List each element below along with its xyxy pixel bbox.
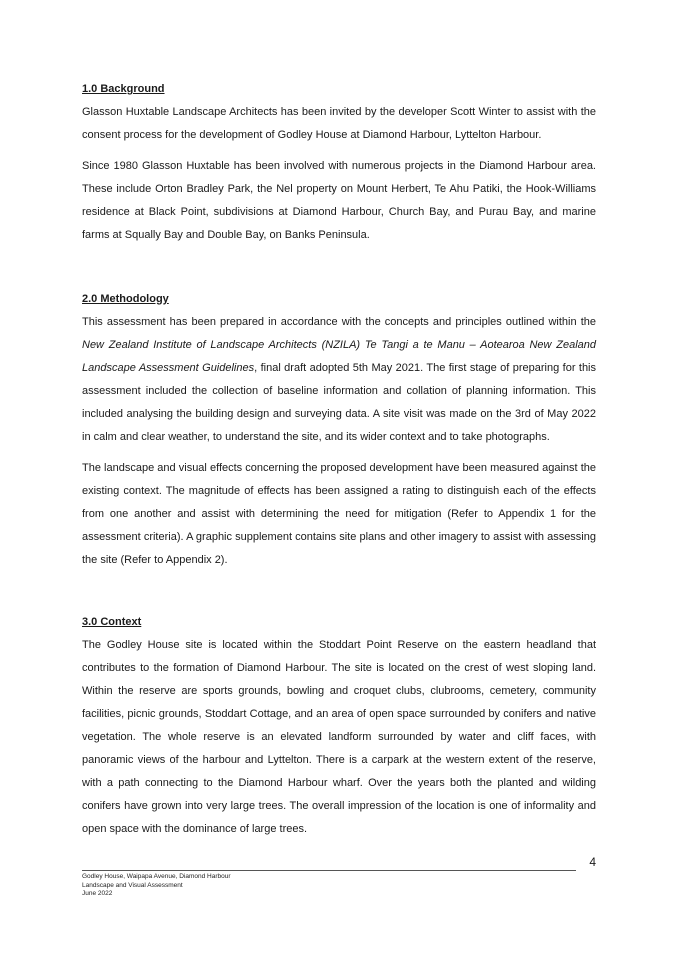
page-footer	[82, 873, 382, 899]
footer-project: Godley House, Waipapa Avenue, Diamond Harbour	[82, 873, 231, 880]
guidelines-title: New Zealand Institute of Landscape Architects (NZILA) Te Tangi a te Manu – Aotearoa New Zealand Landscape Assessment Guidelines	[82, 339, 596, 374]
methodology-section	[82, 288, 596, 572]
context-section	[82, 611, 596, 841]
page-number: 4	[589, 855, 596, 869]
footer-divider	[82, 870, 576, 871]
background-section	[82, 78, 596, 247]
methodology-text-end: , final draft adopted 5th May 2021. The first stage of preparing for this assessment included the collection of baseline information and collation of planning information. This included analysing the building design and surveying data. A site visit was made on the 3rd of May 2022 in calm and clear weather, to understand the site, and its wider context and to take photographs.	[82, 362, 597, 443]
background-paragraph-1: Glasson Huxtable Landscape Architects has been invited by the developer Scott Winter to assist with the consent process for the development of Godley House at Diamond Harbour, Lyttelton Harbour.	[82, 106, 596, 141]
footer-report-title: Landscape and Visual Assessment	[82, 881, 183, 889]
background-paragraph-2: Since 1980 Glasson Huxtable has been involved with numerous projects in the Diamond Harbour area. These include Orton Bradley Park, the Nel property on Mount Herbert, Te Ahu Patiki, the Hook-Williams residence at Black Point, subdivisions at Diamond Harbour, Church Bay, and Purau Bay, and marine farms at Squally Bay and Double Bay, on Banks Peninsula.	[82, 160, 596, 241]
methodology-text-start: This assessment has been prepared in accordance with the concepts and principles outlined within the	[82, 316, 596, 328]
methodology-paragraph-2: The landscape and visual effects concerning the proposed development have been measured against the existing context. The magnitude of effects has been assigned a rating to distinguish each of the effects from one another and assist with determining the need for mitigation (Refer to Appendix 1 for the assessment criteria). A graphic supplement contains site plans and other imagery to assist with assessing the site (Refer to Appendix 2).	[82, 462, 596, 566]
context-paragraph: The Godley House site is located within the Stoddart Point Reserve on the eastern headland that contributes to the formation of Diamond Harbour. The site is located on the crest of west sloping land. Within the reserve are sports grounds, bowling and croquet clubs, clubrooms, cemetery, community facilities, picnic grounds, Stoddart Cottage, and an area of open space surrounded by conifers and native vegetation. The whole reserve is an elevated landform surrounded by water and cliff faces, with panoramic views of the harbour and Lyttelton. There is a carpark at the western extent of the reserve, with a path connecting to the Diamond Harbour wharf. Over the years both the planted and wilding conifers have grown into very large trees. The overall impression of the location is one of informality and open space with the dominance of large trees.	[82, 639, 596, 835]
methodology-paragraph-1	[82, 311, 596, 449]
context-heading: 3.0 Context	[82, 616, 142, 628]
methodology-heading: 2.0 Methodology	[82, 293, 169, 305]
footer-date: June 2022	[82, 890, 113, 897]
background-heading: 1.0 Background	[82, 83, 165, 95]
